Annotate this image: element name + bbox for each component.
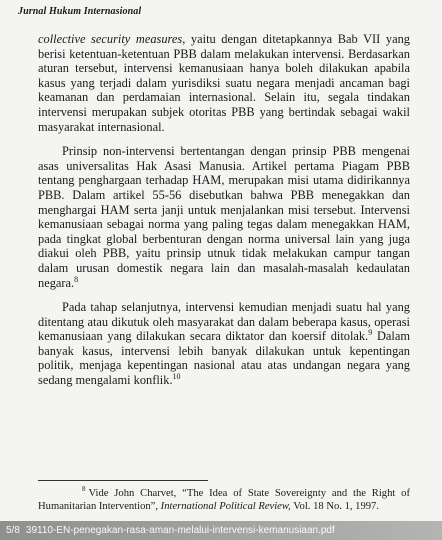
paragraph-3-text-a: Pada tahap selanjutnya, intervensi kemudian menjadi suatu hal yang ditentang atau dikutuk oleh masyarakat dan dalam beberapa kasus, operasi kemanusiaan yang dilakukan secara diktator dan koersif ditolak.: [38, 300, 410, 344]
paragraph-1-italic-lead: collective security measures,: [38, 32, 186, 46]
footnote-text-b: Vol. 18 No. 1, 1997.: [290, 500, 380, 512]
page-indicator[interactable]: 5/8: [6, 525, 20, 536]
paragraph-1: [38, 32, 410, 134]
pdf-viewer-status-bar: [0, 521, 442, 540]
footnote-ref-9[interactable]: 9: [368, 328, 373, 338]
footnote-journal: International Political Review,: [160, 500, 291, 512]
footnote-8: [38, 485, 410, 513]
paragraph-3-text-b: Dalam banyak kasus, intervensi lebih banyak dilakukan untuk kepentingan politik, menjaga kepentingan nasional atau atas undangan negara yang sedang mengalami konflik.: [38, 329, 410, 388]
paragraph-3: [38, 300, 410, 388]
running-header: Jurnal Hukum Internasional: [18, 6, 142, 17]
footnote-number: 8: [82, 485, 86, 494]
footnote-ref-8[interactable]: 8: [74, 274, 79, 284]
footnote-divider: [38, 480, 208, 481]
paragraph-1-text: yaitu dengan ditetapkannya Bab VII yang berisi ketentuan-ketentuan PBB dalam melakukan intervensi. Berdasarkan aturan tersebut, intervensi kemanusiaan hanya boleh dilakukan apabila kasus yang terjadi dalam yurisdiksi suatu negara menjadi ancaman bagi keamanan dan perdamaian internasional. Selain itu, segala tindakan intervensi merupakan subjek otoritas PBB yang bertindak sebagai wakil masyarakat internasional.: [38, 32, 410, 134]
footnote-ref-10[interactable]: 10: [172, 371, 181, 381]
body-text: [38, 32, 410, 398]
document-filename: 39110-EN-penegakan-rasa-aman-melalui-intervensi-kemanusiaan.pdf: [25, 525, 335, 536]
paragraph-2: [38, 144, 410, 290]
paragraph-2-text: Prinsip non-intervensi bertentangan dengan prinsip PBB mengenai asas universalitas Hak Asasi Manusia. Artikel pertama Piagam PBB tentang penghargaan terhadap HAM, merupakan misi utama didirikannya PBB. Dalam artikel 55-56 disebutkan bahwa PBB menegakkan dan menghargai HAM serta janji untuk menjalankan misi tersebut. Intervensi kemanusiaan sebagai norma yang paling tegas dalam menegakkan HAM, pada tingkat global berbenturan dengan norma universal lain yang juga diakui oleh PBB, yaitu prinsip utnuk tidak melakukan campur tangan dalam urusan domestik negara lain dan masalah-masalah kedaulatan negara.: [38, 144, 410, 290]
footnote-text-a: Vide John Charvet, “The Idea of State Sovereignty and the Right of Humanitarian Intervention”,: [38, 488, 410, 512]
